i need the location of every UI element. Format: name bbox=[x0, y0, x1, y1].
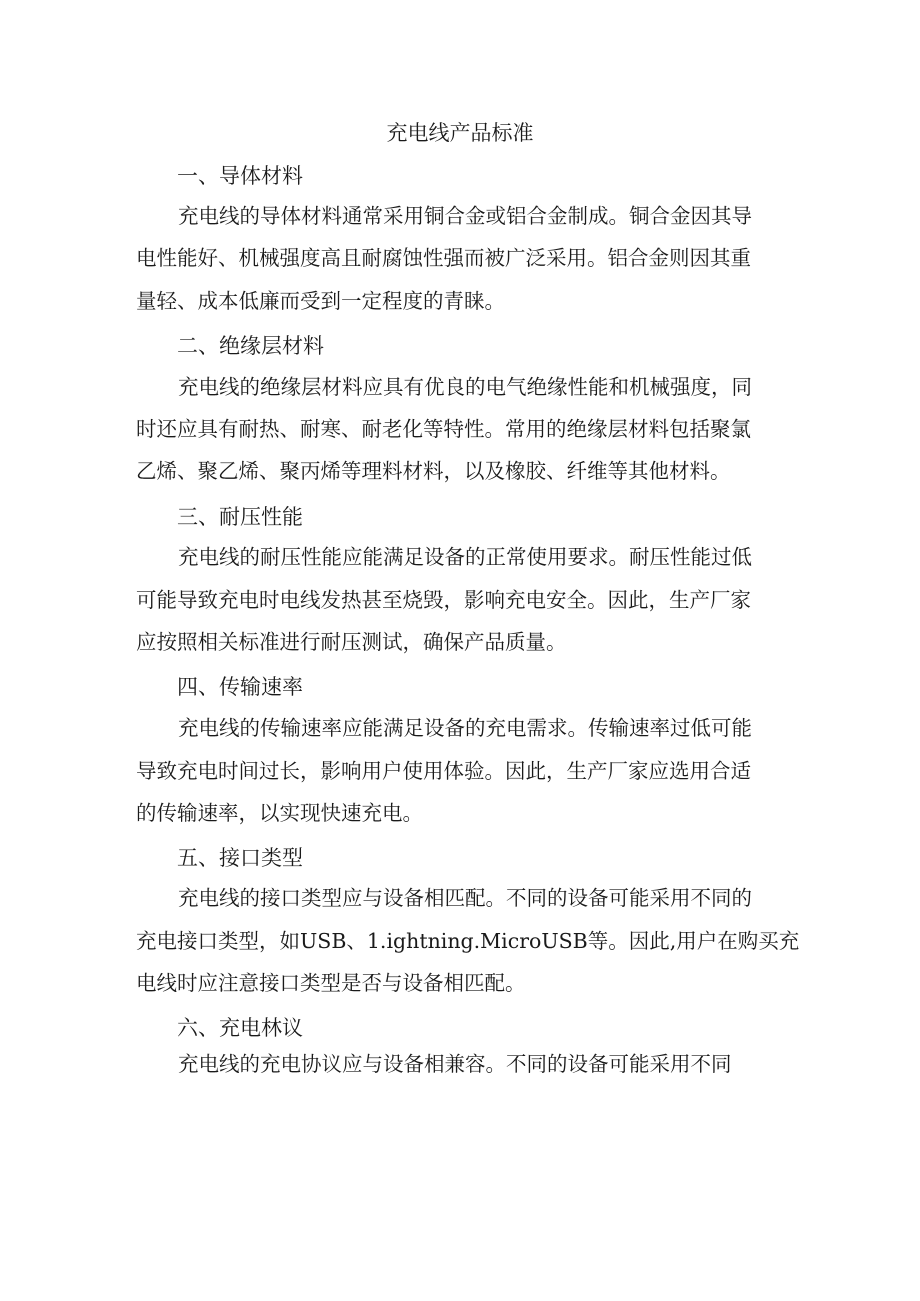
section-heading: 三、耐压性能 bbox=[177, 505, 303, 529]
section-heading: 六、充电林议 bbox=[177, 1016, 303, 1040]
paragraph-line: 充电线的绝缘层材料应具有优良的电气绝缘性能和机械强度，同 bbox=[178, 375, 752, 399]
paragraph-line: 充电线的耐压性能应能满足设备的正常使用要求。耐压性能过低 bbox=[178, 545, 752, 569]
section-heading: 五、接口类型 bbox=[177, 846, 303, 870]
paragraph-line: 导致充电时间过长，影响用户使用体验。因此，生产厂家应选用合适 bbox=[136, 759, 751, 783]
paragraph-line: 乙烯、聚乙烯、聚丙烯等理料材料，以及橡胶、纤维等其他材料。 bbox=[136, 459, 731, 483]
section-heading: 二、绝缘层材料 bbox=[177, 334, 324, 358]
paragraph-line: 充电线的充电协议应与设备相兼容。不同的设备可能采用不同 bbox=[178, 1052, 732, 1076]
paragraph-line: 充电线的接口类型应与设备相匹配。不同的设备可能采用不同的 bbox=[178, 886, 752, 910]
paragraph-line: 时还应具有耐热、耐寒、耐老化等特性。常用的绝缘层材料包括聚氯 bbox=[136, 417, 751, 441]
section-heading: 四、传输速率 bbox=[177, 675, 303, 699]
paragraph-line: 的传输速率，以实现快速充电。 bbox=[136, 801, 423, 825]
paragraph-line: 量轻、成本低廉而受到一定程度的青睐。 bbox=[136, 289, 505, 313]
paragraph-line: 应按照相关标准进行耐压测试，确保产品质量。 bbox=[136, 630, 567, 654]
document-title: 充电线产品标准 bbox=[386, 121, 534, 145]
paragraph-line: 电线时应注意接口类型是否与设备相匹配。 bbox=[136, 971, 526, 995]
section-heading: 一、导体材料 bbox=[177, 164, 303, 188]
paragraph-line: 电性能好、机械强度高且耐腐蚀性强而被广泛采用。铝合金则因其重 bbox=[136, 246, 751, 270]
paragraph-line: 充电线的导体材料通常采用铜合金或铝合金制成。铜合金因其导 bbox=[178, 204, 752, 228]
paragraph-line: 充电线的传输速率应能满足设备的充电需求。传输速率过低可能 bbox=[178, 716, 752, 740]
paragraph-line: 充电接口类型，如USB、1.ightning.MicroUSB等。因此,用户在购买充 bbox=[136, 929, 800, 953]
paragraph-line: 可能导致充电时电线发热甚至烧毁，影响充电安全。因此，生产厂家 bbox=[136, 588, 751, 612]
